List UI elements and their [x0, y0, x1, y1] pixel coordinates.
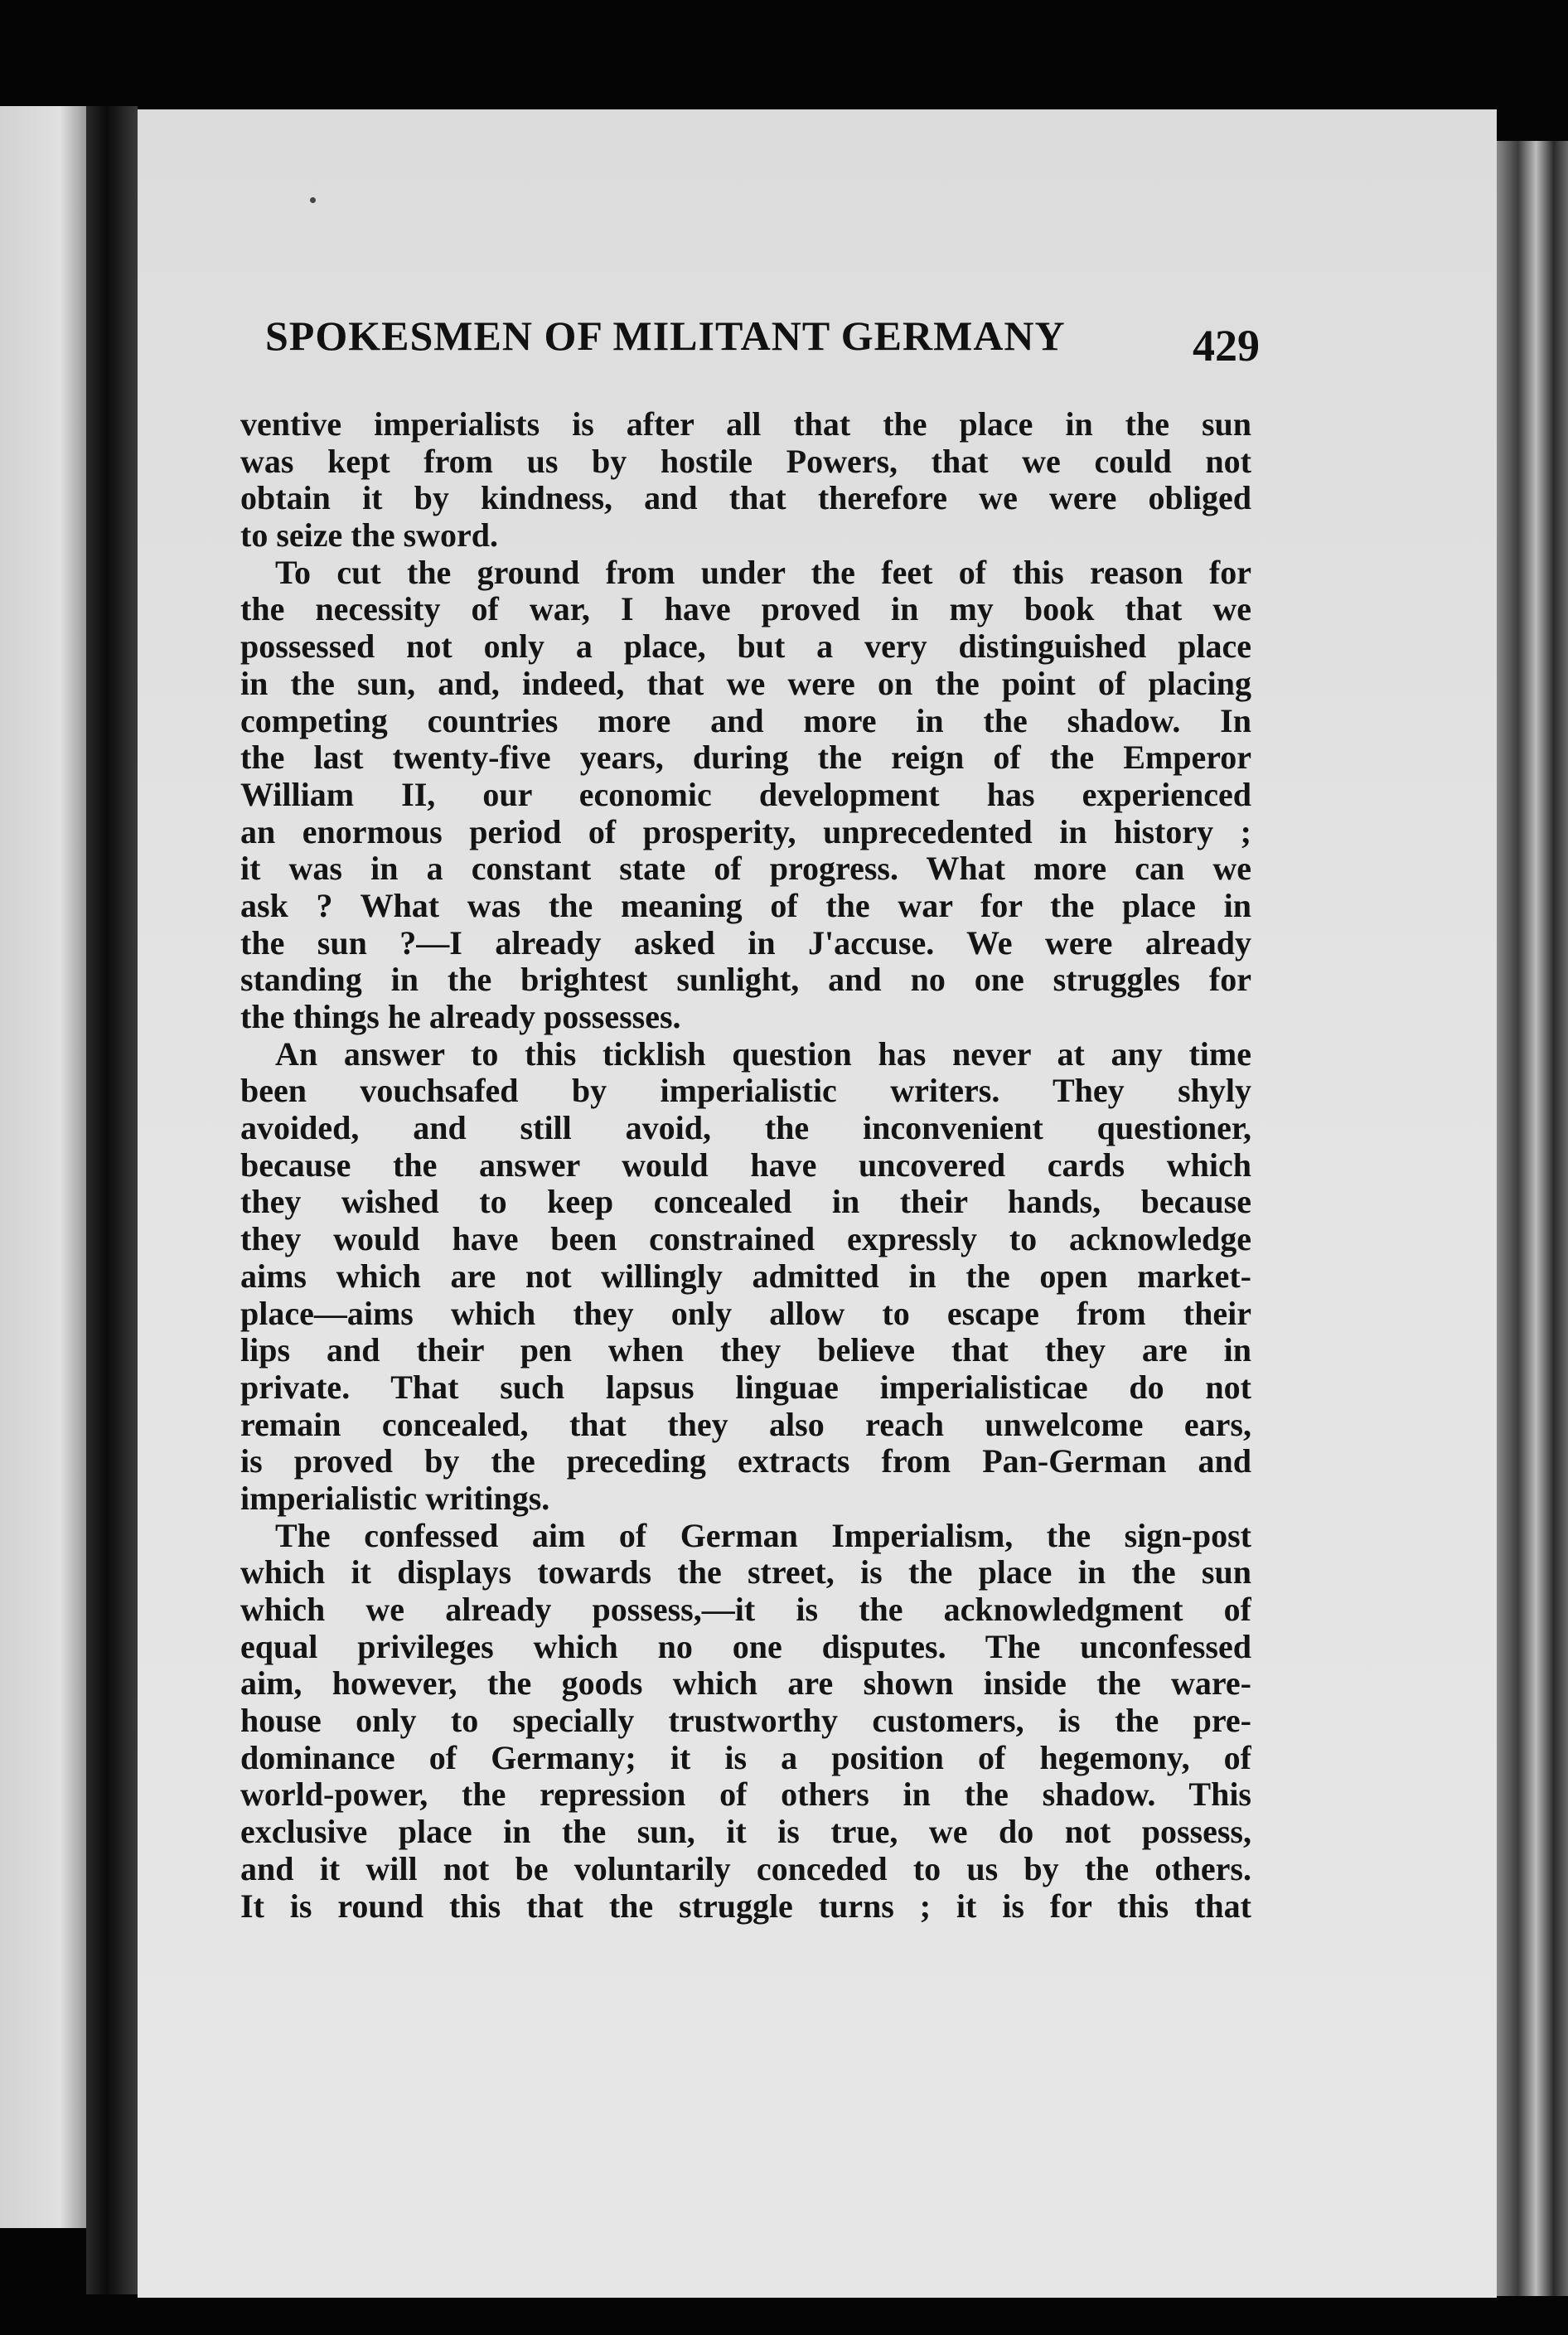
text-line: remain concealed, that they also reach unwelcome ears,: [240, 1406, 1251, 1443]
text-line: equal privileges which no one disputes. The unconfessed: [240, 1628, 1251, 1665]
page-header: [265, 312, 1260, 395]
text-line: dominance of Germany; it is a position of hegemony, of: [240, 1739, 1251, 1776]
text-line: been vouchsafed by imperialistic writers. They shyly: [240, 1073, 1251, 1110]
text-line: avoided, and still avoid, the inconvenient questioner,: [240, 1110, 1251, 1147]
text-line: An answer to this ticklish question has never at any time: [275, 1035, 1251, 1073]
page-speck: [310, 197, 316, 203]
text-line: the things he already possesses.: [240, 999, 681, 1035]
text-line: To cut the ground from under the feet of this reason for: [275, 554, 1251, 591]
text-line: aims which are not willingly admitted in the open market-: [240, 1257, 1251, 1295]
text-line: place—aims which they only allow to escape from their: [240, 1295, 1251, 1332]
text-line: is proved by the preceding extracts from Pan-German and: [240, 1443, 1251, 1480]
text-line: William II, our economic development has experienced: [240, 776, 1251, 813]
text-line: possessed not only a place, but a very distinguished place: [240, 628, 1251, 666]
book-gutter: [86, 106, 138, 2294]
facing-page-edge: [0, 106, 86, 2228]
text-line: It is round this that the struggle turns ; it is for this that: [240, 1887, 1251, 1925]
text-line: which it displays towards the street, is the place in the sun: [240, 1554, 1251, 1591]
text-line: to seize the sword.: [240, 517, 499, 555]
text-line: the last twenty-five years, during the reign of the Emperor: [240, 739, 1251, 777]
text-line: was kept from us by hostile Powers, that we could not: [240, 443, 1251, 480]
text-line: and it will not be voluntarily conceded to us by the others.: [240, 1850, 1251, 1887]
text-line: obtain it by kindness, and that therefore we were obliged: [240, 480, 1251, 517]
text-line: ventive imperialists is after all that the place in the sun: [240, 406, 1251, 443]
body-text: [240, 406, 1251, 1925]
text-line: in the sun, and, indeed, that we were on the point of placing: [240, 665, 1251, 702]
text-line: standing in the brightest sunlight, and no one struggles for: [240, 962, 1251, 999]
text-line: ask ? What was the meaning of the war for the place in: [240, 887, 1251, 924]
text-line: exclusive place in the sun, it is true, we do not possess,: [240, 1814, 1251, 1851]
text-line: The confessed aim of German Imperialism, the sign-post: [275, 1517, 1251, 1554]
text-line: it was in a constant state of progress. What more can we: [240, 850, 1251, 888]
text-line: lips and their pen when they believe that they are in: [240, 1332, 1251, 1369]
text-line: aim, however, the goods which are shown inside the ware-: [240, 1665, 1251, 1703]
text-line: which we already possess,—it is the acknowledgment of: [240, 1591, 1251, 1628]
page-stack-edge: [1497, 141, 1568, 2296]
text-line: private. That such lapsus linguae imperialisticae do not: [240, 1369, 1251, 1406]
text-line: because the answer would have uncovered cards which: [240, 1146, 1251, 1184]
text-line: world-power, the repression of others in the shadow. This: [240, 1776, 1251, 1814]
text-line: they wished to keep concealed in their hands, because: [240, 1184, 1251, 1221]
text-line: they would have been constrained expressly to acknowledge: [240, 1221, 1251, 1258]
text-line: competing countries more and more in the shadow. In: [240, 702, 1251, 739]
text-line: an enormous period of prosperity, unprecedented in history ;: [240, 813, 1251, 850]
text-line: the sun ?—I already asked in J'accuse. We were already: [240, 924, 1251, 962]
page-number: 429: [1193, 321, 1260, 371]
text-line: house only to specially trustworthy customers, is the pre-: [240, 1703, 1251, 1740]
text-line: the necessity of war, I have proved in my book that we: [240, 591, 1251, 628]
text-line: imperialistic writings.: [240, 1480, 550, 1517]
running-head: SPOKESMEN OF MILITANT GERMANY: [265, 312, 1066, 359]
